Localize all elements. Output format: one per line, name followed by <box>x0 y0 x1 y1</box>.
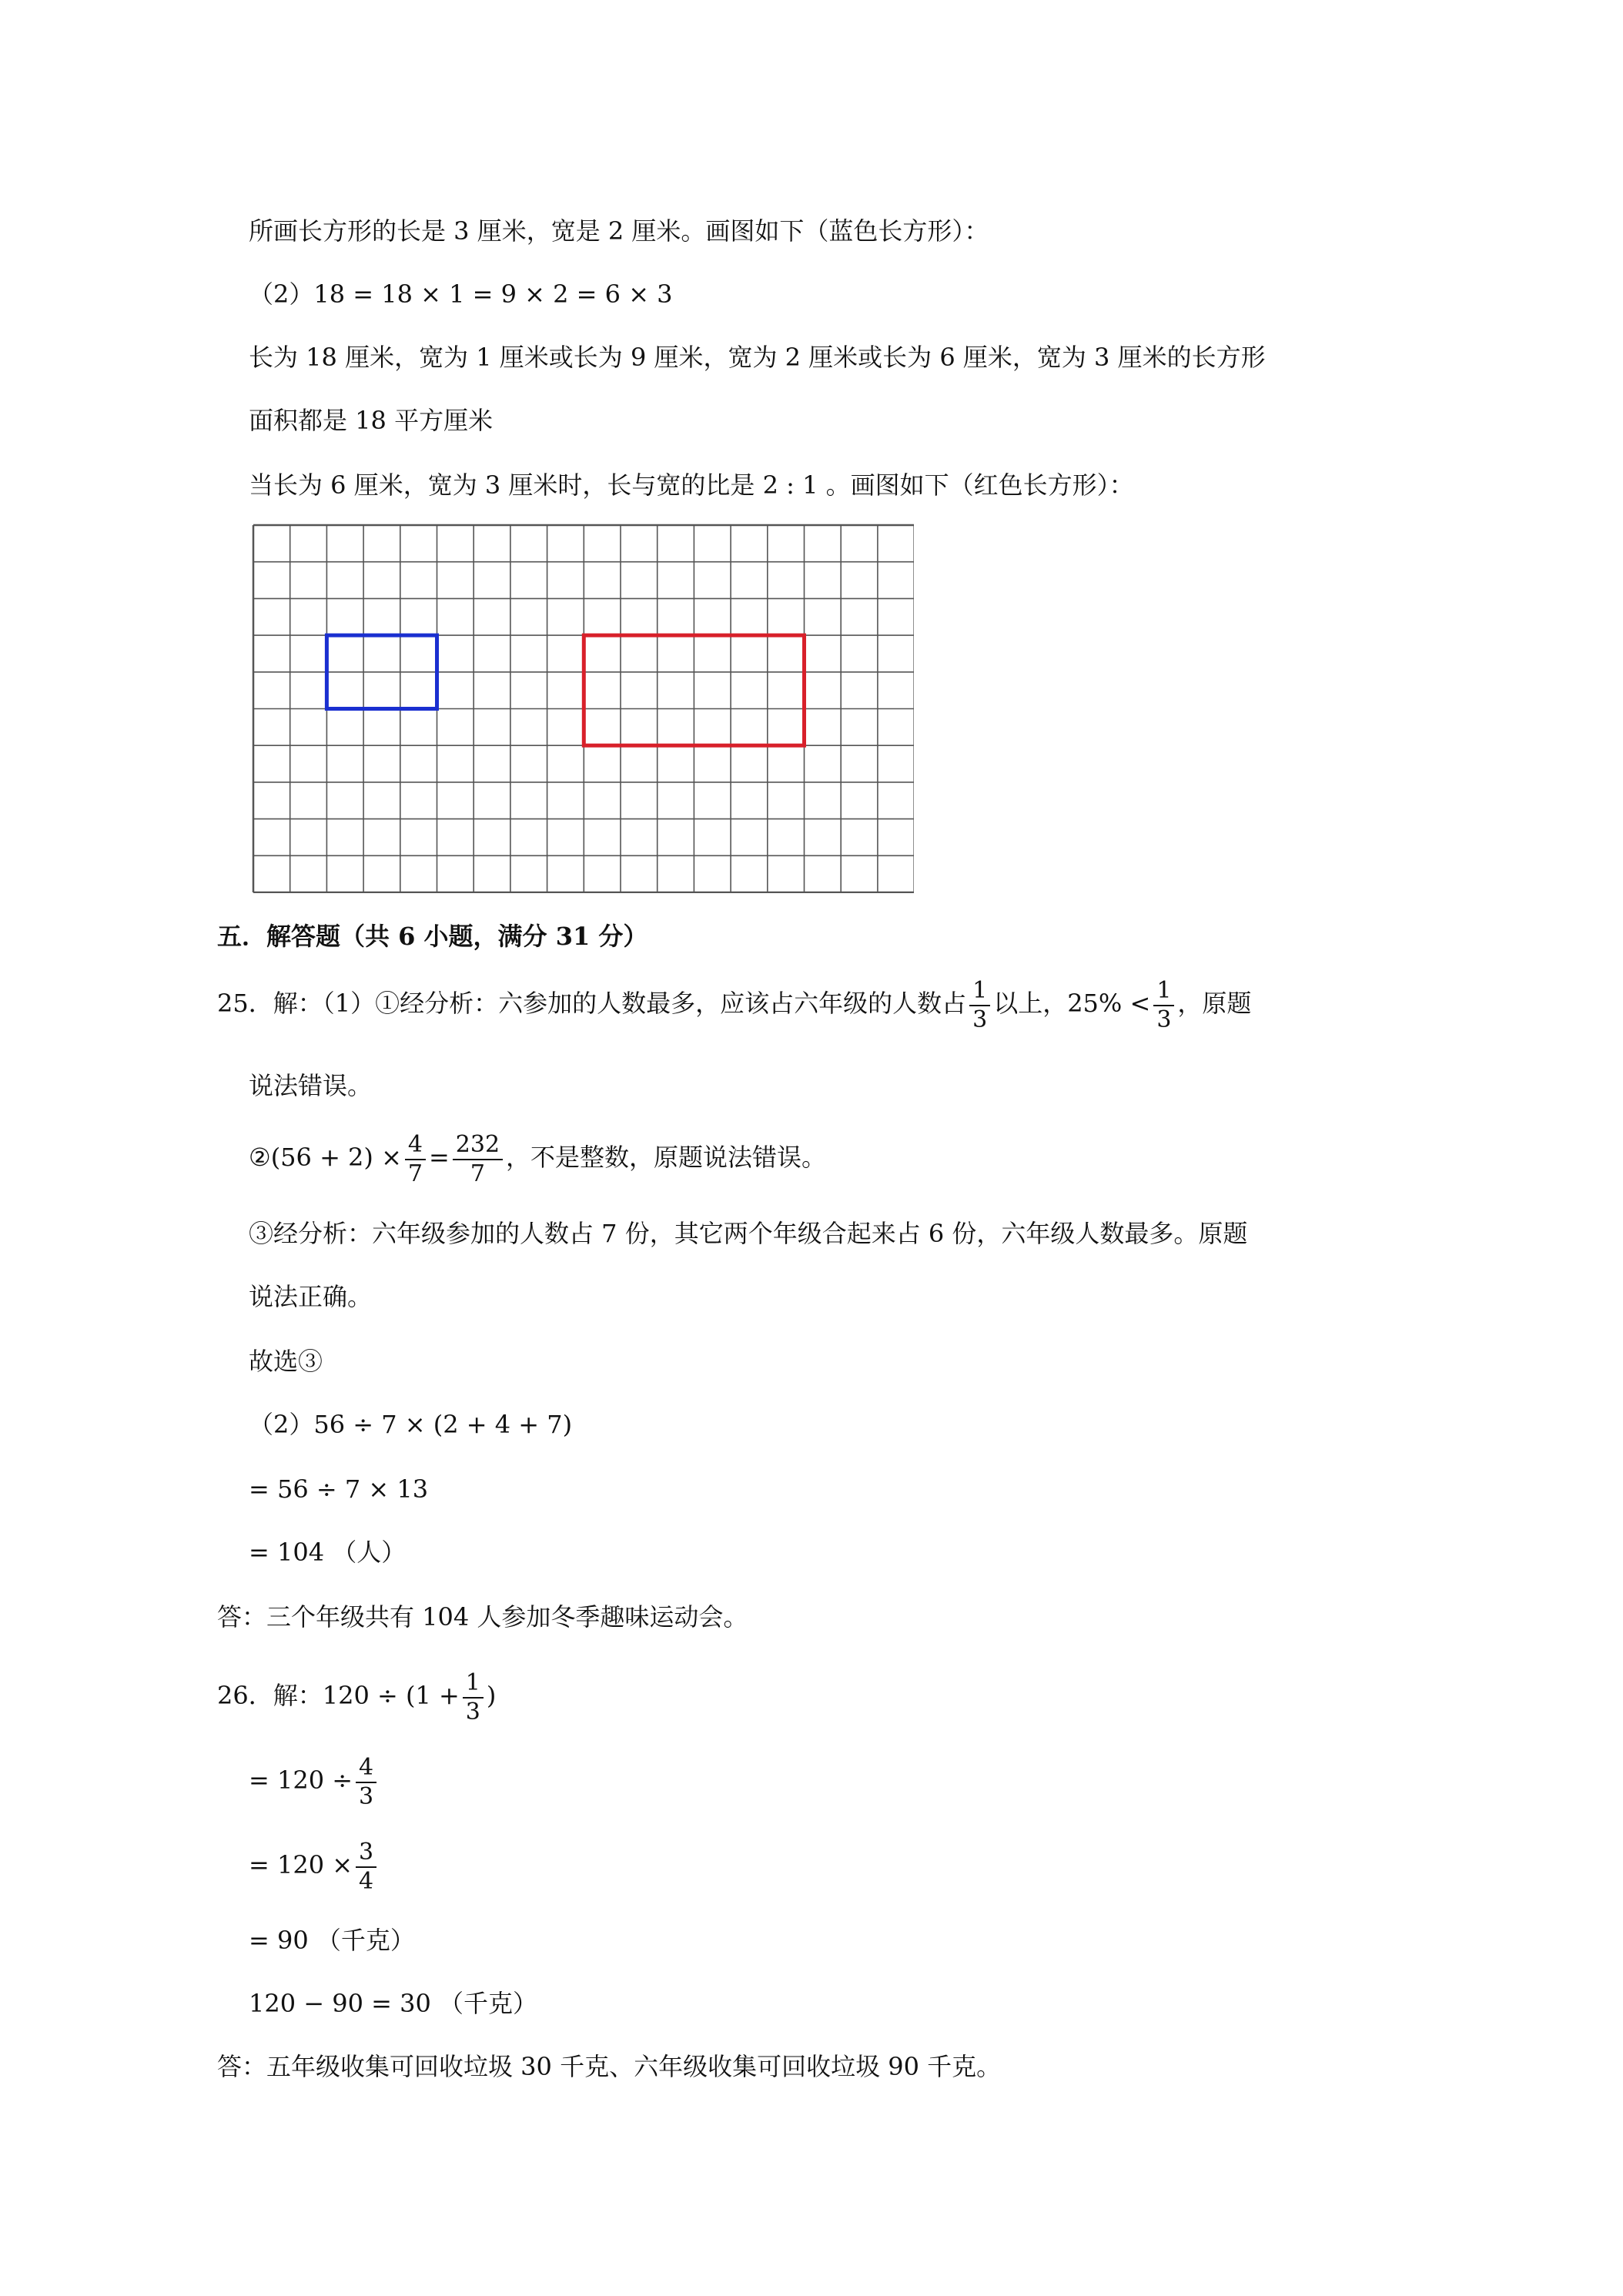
q25-line-2 <box>249 1115 826 1200</box>
expression: (56 + 2) × <box>270 1143 402 1172</box>
q25-line-1 <box>217 961 1251 1046</box>
expression: = 120 ÷ <box>249 1766 353 1795</box>
fraction <box>1153 977 1174 1034</box>
text-line: 说法正确。 <box>249 1282 373 1311</box>
expression: ) <box>486 1681 497 1710</box>
equals: = <box>428 1143 450 1172</box>
denominator: 7 <box>470 1160 485 1187</box>
denominator: 3 <box>359 1782 374 1810</box>
answer-line: 答：三个年级共有 104 人参加冬季趣味运动会。 <box>217 1602 748 1632</box>
equation-line: （2）56 ÷ 7 × (2 + 4 + 7) <box>249 1410 573 1439</box>
text-line: 故选③ <box>249 1347 323 1376</box>
equation-line: = 104 （人） <box>249 1538 407 1567</box>
grid-figure <box>252 524 914 893</box>
denominator: 4 <box>359 1867 374 1895</box>
text-line: ③经分析：六年级参加的人数占 7 份，其它两个年级合起来占 6 份，六年级人数最多。原题 <box>249 1219 1248 1248</box>
q26-line-3 <box>249 1826 380 1903</box>
answer-line: 答：五年级收集可回收垃圾 30 千克、六年级收集可回收垃圾 90 千克。 <box>217 2052 1002 2081</box>
text-line: 当长为 6 厘米，宽为 3 厘米时，长与宽的比是 2 : 1 。画图如下（红色长方形）： <box>249 470 1134 500</box>
equation-line: = 90 （千克） <box>249 1926 415 1955</box>
numerator: 1 <box>1153 977 1174 1006</box>
equation-line: 120 − 90 = 30 （千克） <box>249 1989 538 2018</box>
fraction <box>356 1754 376 1811</box>
q25-text: 以上，25% < <box>993 989 1151 1018</box>
expression: 26．解：120 ÷ (1 + <box>217 1681 460 1710</box>
text-line: 长为 18 厘米，宽为 1 厘米或长为 9 厘米，宽为 2 厘米或长为 6 厘米，宽为 3 厘米的长方形 <box>249 343 1266 372</box>
q26-line-1 <box>217 1657 496 1734</box>
q25-text: 25．解：（1）①经分析：六参加的人数最多，应该占六年级的人数占 <box>217 989 967 1018</box>
denominator: 3 <box>972 1006 988 1033</box>
numerator: 1 <box>969 977 990 1006</box>
fraction <box>453 1131 503 1188</box>
circled-number: ② <box>249 1143 271 1172</box>
q25-text: ，不是整数，原题说法错误。 <box>506 1143 827 1172</box>
equation-line: （2）18 = 18 × 1 = 9 × 2 = 6 × 3 <box>249 279 673 309</box>
numerator: 4 <box>356 1754 376 1783</box>
q26-line-2 <box>249 1742 380 1819</box>
q25-text: ，原题 <box>1177 989 1252 1018</box>
fraction <box>405 1131 426 1188</box>
expression: = 120 × <box>249 1850 353 1879</box>
numerator: 232 <box>453 1131 503 1160</box>
fraction <box>463 1669 484 1726</box>
section-heading: 五．解答题（共 6 小题，满分 31 分） <box>217 922 648 951</box>
numerator: 4 <box>405 1131 426 1160</box>
denominator: 3 <box>465 1698 480 1725</box>
denominator: 3 <box>1156 1006 1172 1033</box>
text-line: 所画长方形的长是 3 厘米，宽是 2 厘米。画图如下（蓝色长方形）： <box>249 216 989 246</box>
fraction <box>969 977 990 1034</box>
fraction <box>356 1839 376 1896</box>
numerator: 1 <box>463 1669 484 1699</box>
equation-line: = 56 ÷ 7 × 13 <box>249 1474 429 1504</box>
text-line: 说法错误。 <box>249 1071 373 1100</box>
text-line: 面积都是 18 平方厘米 <box>249 406 494 435</box>
numerator: 3 <box>356 1839 376 1868</box>
denominator: 7 <box>407 1160 423 1187</box>
